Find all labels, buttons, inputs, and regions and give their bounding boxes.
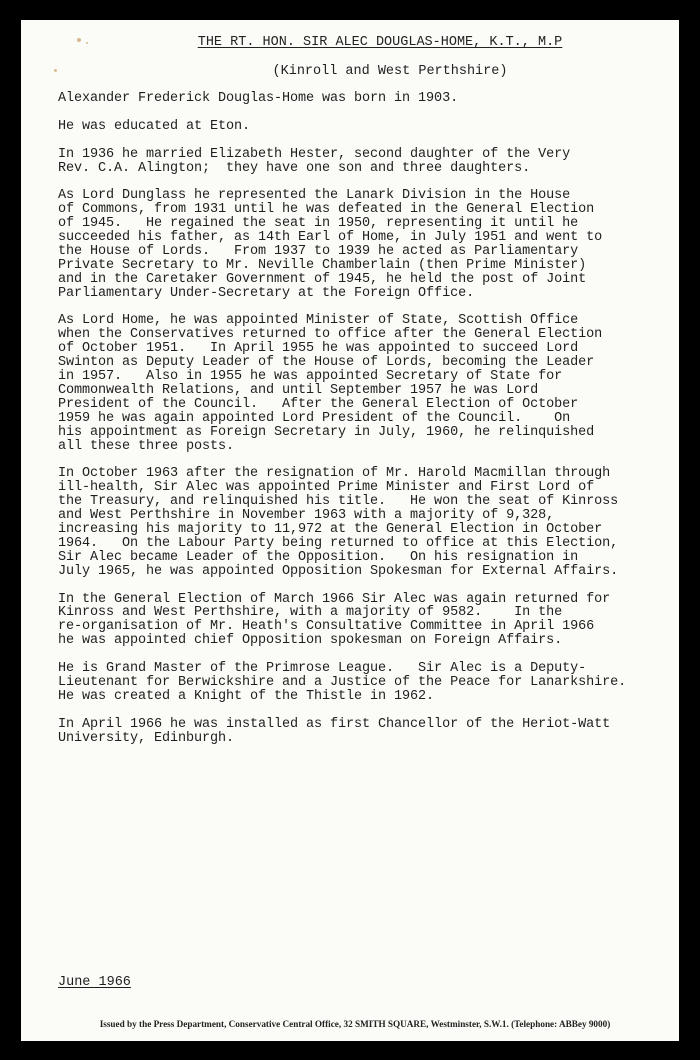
text-line: Parliamentary Under-Secretary at the Foreign Office. <box>58 285 475 301</box>
document-date: June 1966 <box>58 975 131 990</box>
text-line: He is Grand Master of the Primrose League. Sir Alec is a Deputy- <box>58 661 587 677</box>
text-line: 1959 he was again appointed Lord President of the Council. On <box>58 410 571 426</box>
constituency-subtitle: (Kinroll and West Perthshire) <box>272 64 508 79</box>
text-line: In 1936 he married Elizabeth Hester, second daughter of the Very <box>58 146 571 162</box>
text-line: of October 1951. In April 1955 he was appointed to succeed Lord <box>58 341 579 357</box>
text-line: As Lord Home, he was appointed Minister of State, Scottish Office <box>58 313 579 329</box>
paragraph <box>58 189 658 300</box>
text-line: Sir Alec became Leader of the Opposition. On his resignation in <box>58 549 579 565</box>
text-line: 1964. On the Labour Party being returned to office at this Election, <box>58 535 619 551</box>
text-line: July 1965, he was appointed Opposition Spokesman for External Affairs. <box>58 563 619 579</box>
text-line: Private Secretary to Mr. Neville Chamberlain (then Prime Minister) <box>58 257 587 273</box>
paragraph <box>58 314 658 453</box>
paragraph <box>58 148 658 176</box>
paragraph <box>58 662 658 704</box>
text-line: In October 1963 after the resignation of Mr. Harold Macmillan through <box>58 466 611 482</box>
text-line: in 1957. Also in 1955 he was appointed Secretary of State for <box>58 369 563 385</box>
text-line: all these three posts. <box>58 438 235 454</box>
text-line: he was appointed chief Opposition spokesman on Foreign Affairs. <box>58 633 563 649</box>
text-line: of 1945. He regained the seat in 1950, representing it until he <box>58 216 579 232</box>
text-line: Commonwealth Relations, and until September 1957 he was Lord <box>58 382 539 398</box>
text-line: He was educated at Eton. <box>58 118 251 134</box>
text-line: As Lord Dunglass he represented the Lanark Division in the House <box>58 188 571 204</box>
paragraph <box>58 92 658 106</box>
text-line: He was created a Knight of the Thistle in 1962. <box>58 688 435 704</box>
text-line: re-organisation of Mr. Heath's Consultative Committee in April 1966 <box>58 619 595 635</box>
text-line: President of the Council. After the General Election of October <box>58 396 579 412</box>
text-line: In the General Election of March 1966 Sir Alec was again returned for <box>58 591 611 607</box>
text-line: Lieutenant for Berwickshire and a Justice of the Peace for Lanarkshire. <box>58 674 627 690</box>
text-line: his appointment as Foreign Secretary in July, 1960, he relinquished <box>58 424 595 440</box>
text-line: Alexander Frederick Douglas-Home was born in 1903. <box>58 91 459 106</box>
document-title: THE RT. HON. SIR ALEC DOUGLAS-HOME, K.T., M.P <box>197 35 563 50</box>
text-line: the House of Lords. From 1937 to 1939 he acted as Parliamentary <box>58 243 579 259</box>
text-line: and in the Caretaker Government of 1945, he held the post of Joint <box>58 271 587 287</box>
paragraph <box>58 120 658 134</box>
text-line: Rev. C.A. Alington; they have one son and three daughters. <box>58 160 531 176</box>
text-line: and West Perthshire in November 1963 with a majority of 9,328, <box>58 508 555 524</box>
text-line: ill-health, Sir Alec was appointed Prime Minister and First Lord of <box>58 480 595 496</box>
paragraph <box>58 718 658 746</box>
text-line: increasing his majority to 11,972 at the General Election in October <box>58 522 603 538</box>
paragraph <box>58 467 658 578</box>
text-line: University, Edinburgh. <box>58 730 235 746</box>
text-line: the Treasury, and relinquished his title. He won the seat of Kinross <box>58 494 619 510</box>
text-line: In April 1966 he was installed as first Chancellor of the Heriot-Watt <box>58 716 611 732</box>
text-line: of Commons, from 1931 until he was defeated in the General Election <box>58 202 595 218</box>
document-page <box>21 20 679 1041</box>
paragraph <box>58 593 658 649</box>
text-line: when the Conservatives returned to office after the General Election <box>58 327 603 343</box>
press-office-footer: Issued by the Press Department, Conservative Central Office, 32 SMITH SQUARE, Westminster, S.W.1. (Telephone: ABBey 9000) <box>99 1019 611 1029</box>
text-line: succeeded his father, as 14th Earl of Home, in July 1951 and went to <box>58 230 603 246</box>
biography-body <box>58 92 658 759</box>
text-line: Kinross and West Perthshire, with a majority of 9582. In the <box>58 605 563 621</box>
text-line: Swinton as Deputy Leader of the House of Lords, becoming the Leader <box>58 355 595 371</box>
